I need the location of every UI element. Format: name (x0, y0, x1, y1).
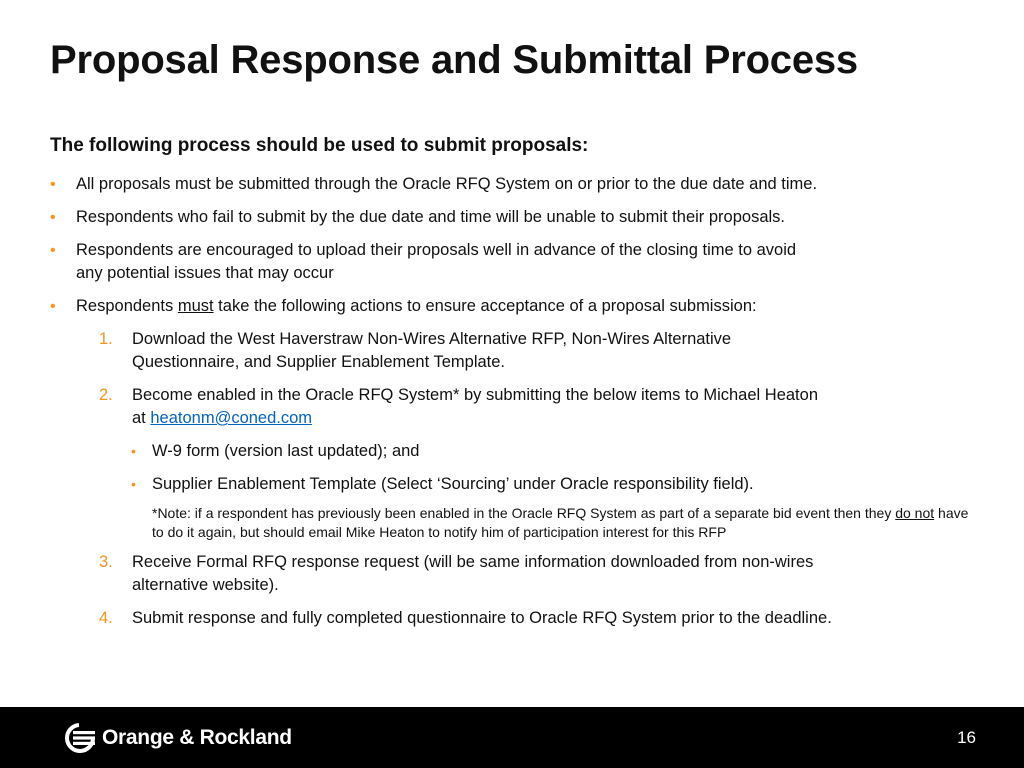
slide-title: Proposal Response and Submittal Process (50, 38, 858, 82)
step-text-line: Questionnaire, and Supplier Enablement Template. (132, 353, 506, 371)
step-number: 4. (99, 609, 113, 627)
step-number: 3. (99, 553, 113, 571)
step-text-line: alternative website). (132, 576, 279, 594)
bullet-dot-icon: • (50, 298, 56, 315)
step-number: 2. (99, 386, 113, 404)
oru-logo-icon (62, 723, 96, 753)
bullet-text-line: any potential issues that may occur (76, 264, 334, 282)
note-text: have to do it again, but should email Mike Heaton to notify him of participation interest for this RFP (152, 505, 969, 540)
bullet-dot-icon: • (131, 476, 136, 492)
company-logo (62, 723, 292, 753)
sub-bullet-item (50, 473, 980, 496)
bullet-dot-icon: • (50, 209, 56, 226)
sub-bullet-text: W-9 form (version last updated); and (152, 442, 420, 460)
footer-bar (0, 707, 1024, 768)
bullet-item (50, 173, 980, 196)
bullet-text-line: Respondents are encouraged to upload their proposals well in advance of the closing time to avoid (76, 241, 797, 259)
step-number: 1. (99, 330, 113, 348)
bullet-item (50, 239, 980, 285)
bullet-dot-icon: • (131, 443, 136, 459)
email-link[interactable]: heatonm@coned.com (150, 409, 313, 427)
step-item (50, 551, 980, 597)
bullet-item (50, 206, 980, 229)
bullet-dot-icon: • (50, 176, 56, 193)
step-text-line: Become enabled in the Oracle RFQ System* by submitting the below items to Michael Heaton (132, 386, 818, 404)
sub-bullet-text: Supplier Enablement Template (Select ‘Sourcing’ under Oracle responsibility field). (152, 475, 754, 493)
emphasis-do-not: do not (895, 505, 935, 521)
note-text: *Note: if a respondent has previously been enabled in the Oracle RFQ System as part of a separate bid event then they (152, 505, 896, 521)
bullet-item (50, 295, 980, 318)
sub-bullet-item (50, 440, 980, 463)
step-item (50, 328, 980, 374)
emphasis-must: must (177, 297, 214, 315)
page-number: 16 (957, 728, 976, 747)
step-text: Submit response and fully completed questionnaire to Oracle RFQ System prior to the deadline. (132, 609, 832, 627)
step-text-line: Download the West Haverstraw Non-Wires Alternative RFP, Non-Wires Alternative (132, 330, 732, 348)
intro-heading: The following process should be used to submit proposals: (50, 135, 589, 156)
step-text-line: Receive Formal RFQ response request (will be same information downloaded from non-wires (132, 553, 814, 571)
bullet-text: Respondents (76, 297, 178, 315)
footnote (50, 504, 982, 542)
bullet-text: Respondents who fail to submit by the due date and time will be unable to submit their proposals. (76, 208, 785, 226)
step-item (50, 384, 980, 430)
step-text: at (132, 409, 151, 427)
bullet-dot-icon: • (50, 242, 56, 259)
step-item (50, 607, 980, 630)
brand-name: Orange & Rockland (102, 726, 292, 749)
bullet-text: All proposals must be submitted through the Oracle RFQ System on or prior to the due date and time. (76, 175, 818, 193)
bullet-text: take the following actions to ensure acceptance of a proposal submission: (213, 297, 757, 315)
content-list (50, 173, 980, 640)
